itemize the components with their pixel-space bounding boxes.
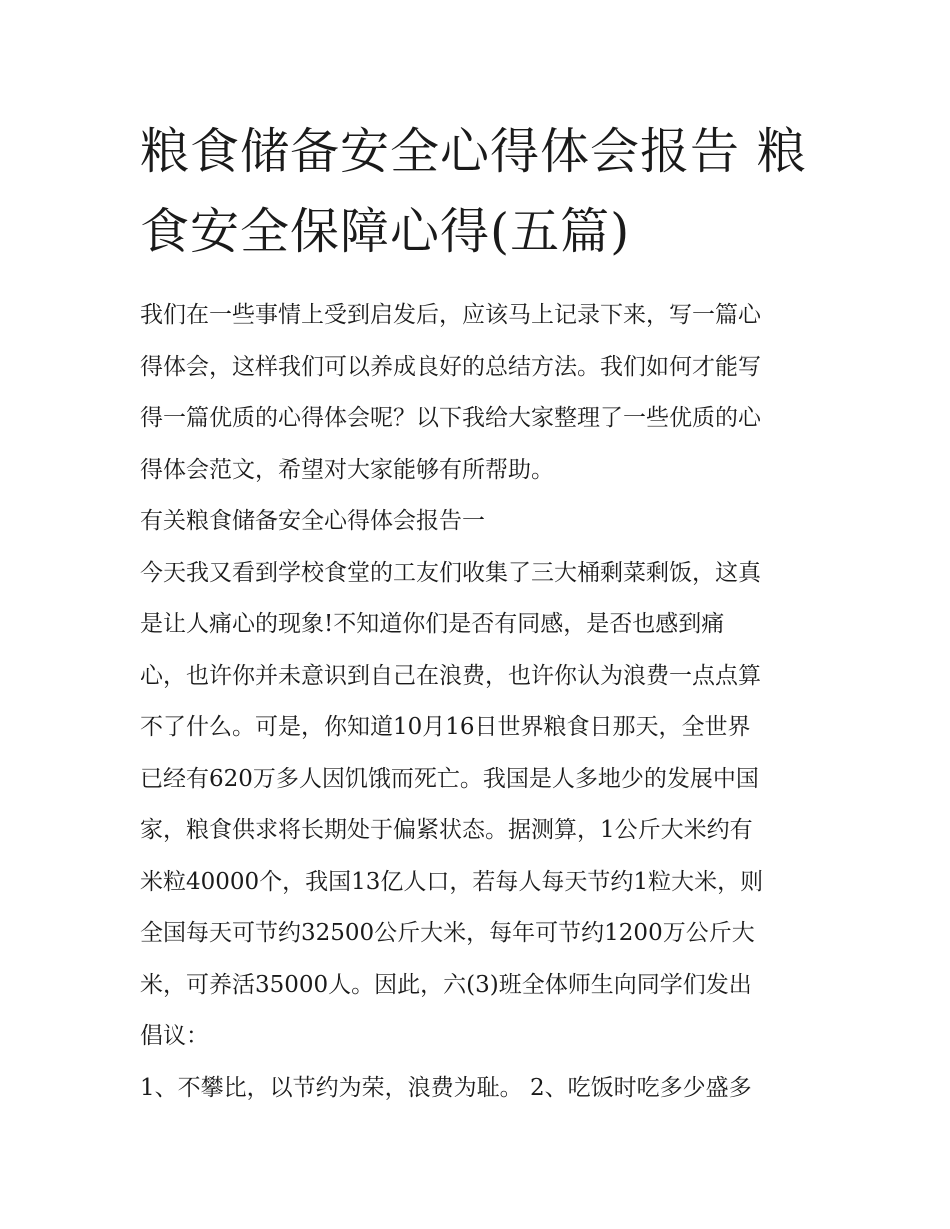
- body-line-10: 倡议：: [140, 1023, 209, 1049]
- body-line-8: 全国每天可节约32500公斤大米，每年可节约1200万公斤大: [140, 920, 755, 946]
- intro-line-2: 得体会，这样我们可以养成良好的总结方法。我们如何才能写: [140, 353, 761, 380]
- body-line-6: 家，粮食供求将长期处于偏紧状态。据测算，1公斤大米约有: [140, 817, 753, 843]
- body-line-7: 米粒40000个，我国13亿人口，若每人每天节约1粒大米，则: [140, 868, 764, 895]
- title-line-2: 食安全保障心得(五篇): [140, 203, 631, 260]
- body-line-3: 心，也许你并未意识到自己在浪费，也许你认为浪费一点点算: [140, 662, 761, 689]
- body-line-4: 不了什么。可是，你知道10月16日世界粮食日那天，全世界: [140, 714, 751, 740]
- document-page: [140, 112, 820, 1114]
- intro-line-3: 得一篇优质的心得体会呢？以下我给大家整理了一些优质的心: [140, 405, 761, 431]
- intro-paragraph: [140, 290, 820, 496]
- body-line-5: 已经有620万多人因饥饿而死亡。我国是人多地少的发展中国: [140, 765, 759, 792]
- list-paragraph: [140, 1063, 820, 1115]
- body-line-9: 米，可养活35000人。因此，六(3)班全体师生向同学们发出: [140, 971, 752, 998]
- body-line-1: 今天我又看到学校食堂的工友们收集了三大桶剩菜剩饭，这真: [140, 559, 761, 586]
- intro-line-4: 得体会范文，希望对大家能够有所帮助。: [140, 456, 554, 483]
- document-title: [140, 112, 820, 272]
- body-paragraph: [140, 548, 820, 1063]
- intro-line-1: 我们在一些事情上受到启发后，应该马上记录下来，写一篇心: [140, 302, 761, 328]
- section-heading: 有关粮食储备安全心得体会报告一: [140, 508, 485, 534]
- list-line-1: 1、不攀比，以节约为荣，浪费为耻。 2、吃饭时吃多少盛多: [140, 1074, 752, 1101]
- title-line-1: 粮食储备安全心得体会报告 粮: [140, 123, 807, 180]
- body-line-2: 是让人痛心的现象!不知道你们是否有同感，是否也感到痛: [140, 611, 725, 637]
